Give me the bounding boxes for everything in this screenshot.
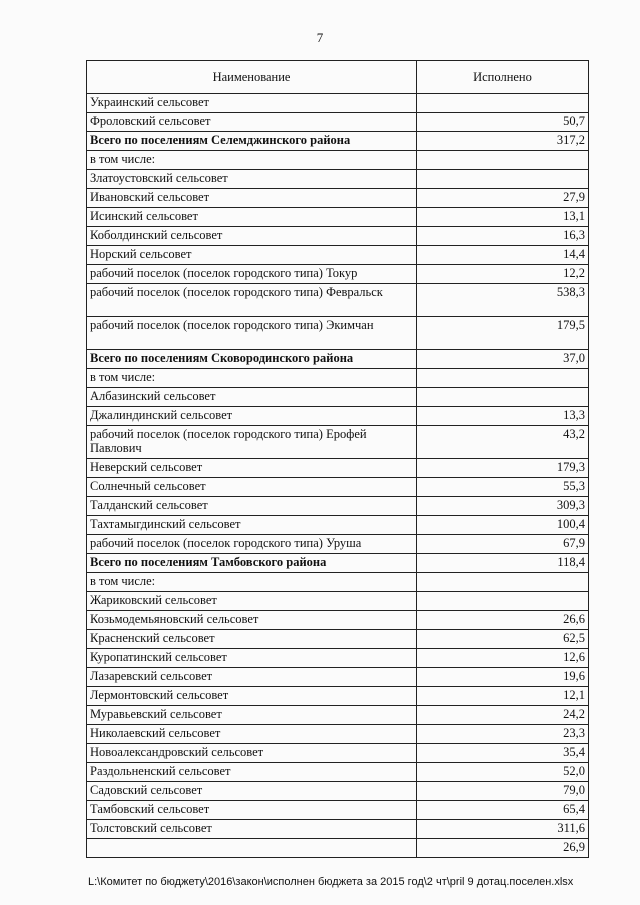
- row-value: 62,5: [417, 630, 589, 649]
- table-row: [87, 744, 589, 763]
- row-name: рабочий поселок (поселок городского типа) Токур: [87, 265, 417, 284]
- table-row: [87, 459, 589, 478]
- table-row: [87, 497, 589, 516]
- header-name: Наименование: [87, 61, 417, 94]
- file-path-footer: L:\Комитет по бюджету\2016\закон\исполнен бюджета за 2015 год\2 чт\pril 9 дотац.поселен.xlsx: [88, 876, 574, 888]
- table-row: [87, 132, 589, 151]
- row-name: Лазаревский сельсовет: [87, 668, 417, 687]
- row-name: Солнечный сельсовет: [87, 478, 417, 497]
- row-name: Толстовский сельсовет: [87, 820, 417, 839]
- row-value: 37,0: [417, 350, 589, 369]
- row-value: 27,9: [417, 189, 589, 208]
- row-name: Ивановский сельсовет: [87, 189, 417, 208]
- row-value: 13,1: [417, 208, 589, 227]
- row-value: [417, 388, 589, 407]
- row-value: 317,2: [417, 132, 589, 151]
- table-row: [87, 426, 589, 459]
- header-value: Исполнено: [417, 61, 589, 94]
- row-name: Златоустовский сельсовет: [87, 170, 417, 189]
- row-value: 26,9: [417, 839, 589, 858]
- table-row: [87, 246, 589, 265]
- row-name: Козьмодемьяновский сельсовет: [87, 611, 417, 630]
- row-value: 538,3: [417, 284, 589, 317]
- row-name: Куропатинский сельсовет: [87, 649, 417, 668]
- row-name: рабочий поселок (поселок городского типа) Экимчан: [87, 317, 417, 350]
- row-value: 55,3: [417, 478, 589, 497]
- row-value: 309,3: [417, 497, 589, 516]
- row-name: Исинский сельсовет: [87, 208, 417, 227]
- row-value: 24,2: [417, 706, 589, 725]
- row-value: 79,0: [417, 782, 589, 801]
- row-value: 65,4: [417, 801, 589, 820]
- row-name: Тамбовский сельсовет: [87, 801, 417, 820]
- row-value: 16,3: [417, 227, 589, 246]
- row-name: Садовский сельсовет: [87, 782, 417, 801]
- table-row: [87, 189, 589, 208]
- table-row: [87, 516, 589, 535]
- row-name: в том числе:: [87, 573, 417, 592]
- row-value: 13,3: [417, 407, 589, 426]
- row-name: Николаевский сельсовет: [87, 725, 417, 744]
- row-name: Норский сельсовет: [87, 246, 417, 265]
- table-row: [87, 478, 589, 497]
- table-row: [87, 113, 589, 132]
- row-value: 179,5: [417, 317, 589, 350]
- row-value: 19,6: [417, 668, 589, 687]
- row-name: Новоалександровский сельсовет: [87, 744, 417, 763]
- row-value: 118,4: [417, 554, 589, 573]
- row-name: Украинский сельсовет: [87, 94, 417, 113]
- table-row: [87, 265, 589, 284]
- row-name: Албазинский сельсовет: [87, 388, 417, 407]
- row-value: 43,2: [417, 426, 589, 459]
- row-name: рабочий поселок (поселок городского типа) Ерофей Павлович: [87, 426, 417, 459]
- table-row: [87, 592, 589, 611]
- table-row: [87, 573, 589, 592]
- row-name: Всего по поселениям Тамбовского района: [87, 554, 417, 573]
- row-value: 14,4: [417, 246, 589, 265]
- row-value: [417, 592, 589, 611]
- table-row: [87, 388, 589, 407]
- table-row: [87, 611, 589, 630]
- row-value: [417, 170, 589, 189]
- table-row: [87, 170, 589, 189]
- table-row: [87, 317, 589, 350]
- row-value: 23,3: [417, 725, 589, 744]
- table-row: [87, 350, 589, 369]
- table-row: [87, 725, 589, 744]
- row-value: 67,9: [417, 535, 589, 554]
- row-name: Лермонтовский сельсовет: [87, 687, 417, 706]
- budget-table: [86, 60, 589, 858]
- table-row: [87, 668, 589, 687]
- row-value: 26,6: [417, 611, 589, 630]
- table-row: [87, 706, 589, 725]
- row-value: 311,6: [417, 820, 589, 839]
- row-name: Джалиндинский сельсовет: [87, 407, 417, 426]
- table-row: [87, 284, 589, 317]
- table-row: [87, 369, 589, 388]
- page-number: 7: [316, 30, 324, 45]
- table-header-row: [87, 61, 589, 94]
- row-value: 12,1: [417, 687, 589, 706]
- row-name: Коболдинский сельсовет: [87, 227, 417, 246]
- row-value: 52,0: [417, 763, 589, 782]
- row-name: Муравьевский сельсовет: [87, 706, 417, 725]
- row-name: в том числе:: [87, 369, 417, 388]
- row-name: рабочий поселок (поселок городского типа) Февральск: [87, 284, 417, 317]
- row-value: 50,7: [417, 113, 589, 132]
- table-row: [87, 407, 589, 426]
- row-name: Раздольненский сельсовет: [87, 763, 417, 782]
- table-row: [87, 801, 589, 820]
- table-row: [87, 554, 589, 573]
- table-row: [87, 763, 589, 782]
- table-row: [87, 630, 589, 649]
- table-row: [87, 94, 589, 113]
- row-name: Талданский сельсовет: [87, 497, 417, 516]
- row-value: [417, 94, 589, 113]
- row-value: [417, 151, 589, 170]
- row-name: [87, 839, 417, 858]
- table-row: [87, 535, 589, 554]
- table-row: [87, 782, 589, 801]
- table-row: [87, 151, 589, 170]
- row-name: в том числе:: [87, 151, 417, 170]
- table-row: [87, 820, 589, 839]
- row-name: рабочий поселок (поселок городского типа) Уруша: [87, 535, 417, 554]
- row-value: 35,4: [417, 744, 589, 763]
- row-value: 179,3: [417, 459, 589, 478]
- row-value: [417, 573, 589, 592]
- table-row: [87, 687, 589, 706]
- row-name: Тахтамыгдинский сельсовет: [87, 516, 417, 535]
- table-row: [87, 208, 589, 227]
- table-row: [87, 839, 589, 858]
- row-name: Жариковский сельсовет: [87, 592, 417, 611]
- row-name: Фроловский сельсовет: [87, 113, 417, 132]
- row-name: Красненский сельсовет: [87, 630, 417, 649]
- row-value: 100,4: [417, 516, 589, 535]
- row-name: Всего по поселениям Селемджинского района: [87, 132, 417, 151]
- table-row: [87, 649, 589, 668]
- row-value: [417, 369, 589, 388]
- table-row: [87, 227, 589, 246]
- row-name: Всего по поселениям Сковородинского района: [87, 350, 417, 369]
- row-value: 12,6: [417, 649, 589, 668]
- row-value: 12,2: [417, 265, 589, 284]
- row-name: Неверский сельсовет: [87, 459, 417, 478]
